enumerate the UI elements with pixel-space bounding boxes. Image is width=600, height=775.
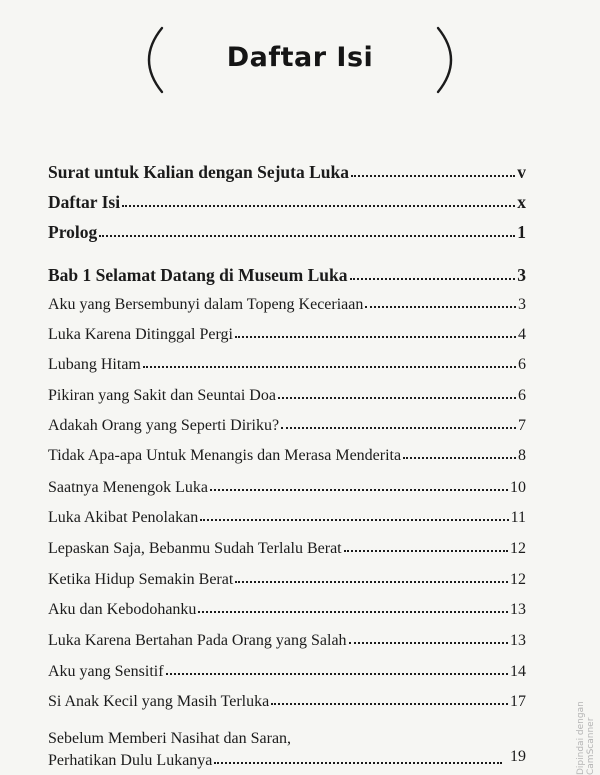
toc-entry-title: Prolog <box>48 222 98 242</box>
dot-leader <box>403 457 516 459</box>
toc-entry-title: Luka Karena Ditinggal Pergi <box>48 326 233 343</box>
toc-entry[interactable] <box>48 479 526 497</box>
dot-leader <box>235 336 516 338</box>
toc-entry-page: 14 <box>510 663 526 680</box>
dot-leader <box>351 175 515 177</box>
toc-entry[interactable] <box>48 162 526 183</box>
dot-leader <box>271 703 508 705</box>
toc-entry[interactable] <box>48 540 526 558</box>
toc-entry[interactable] <box>48 571 526 589</box>
toc-entry[interactable] <box>48 356 526 374</box>
toc-entry-title: Ketika Hidup Semakin Berat <box>48 571 234 588</box>
toc-entry-multiline[interactable] <box>48 730 526 770</box>
toc-entry-page: 17 <box>510 693 526 710</box>
toc-entry[interactable] <box>48 265 526 286</box>
toc-entry[interactable] <box>48 693 526 711</box>
dot-leader <box>198 611 508 613</box>
scanner-watermark: Dipindai dengan CamScanner <box>576 701 596 775</box>
toc-entry-page: 6 <box>518 356 526 373</box>
dot-leader <box>344 550 508 552</box>
toc-entry-title: Lubang Hitam <box>48 356 141 373</box>
toc-entry-title: Pikiran yang Sakit dan Seuntai Doa <box>48 387 276 404</box>
toc-entry-page: 13 <box>510 601 526 618</box>
dot-leader <box>350 278 516 280</box>
dot-leader <box>281 427 516 429</box>
toc-entry[interactable] <box>48 192 526 213</box>
toc-entry[interactable] <box>48 417 526 435</box>
dot-leader <box>235 581 508 583</box>
toc-entry-title: Saatnya Menengok Luka <box>48 479 208 496</box>
toc-entry-title: Tidak Apa-apa Untuk Menangis dan Merasa Menderita <box>48 447 402 464</box>
toc-entry[interactable] <box>48 663 526 681</box>
toc-entry-page: 6 <box>518 387 526 404</box>
page-title: Daftar Isi <box>226 42 374 73</box>
dot-leader <box>166 673 508 675</box>
toc-entry-title-line2: Perhatikan Dulu Lukanya <box>48 752 213 769</box>
dot-leader <box>122 205 515 207</box>
dot-leader <box>349 642 508 644</box>
dot-leader <box>143 366 516 368</box>
toc-entry[interactable] <box>48 447 526 465</box>
dot-leader <box>200 519 508 521</box>
toc-entry-title: Surat untuk Kalian dengan Sejuta Luka <box>48 162 350 182</box>
toc-entry-page: v <box>517 162 526 182</box>
toc-entry-title-line1: Sebelum Memberi Nasihat dan Saran, <box>48 730 292 747</box>
toc-entry-page: 12 <box>510 540 526 557</box>
toc-entry-page: 10 <box>510 479 526 496</box>
toc-entry-title: Aku dan Kebodohanku <box>48 601 197 618</box>
toc-entry[interactable] <box>48 509 526 527</box>
toc-entry-page: 7 <box>518 417 526 434</box>
toc-entry-title: Luka Akibat Penolakan <box>48 509 199 526</box>
toc-entry-page: 19 <box>510 748 526 765</box>
toc-entry-title: Daftar Isi <box>48 192 121 212</box>
toc-entry-title: Aku yang Sensitif <box>48 663 164 680</box>
toc-entry[interactable] <box>48 601 526 619</box>
dot-leader <box>278 397 516 399</box>
toc-entry-page: 12 <box>510 571 526 588</box>
toc-entry-title: Lepaskan Saja, Bebanmu Sudah Terlalu Berat <box>48 540 342 557</box>
toc-entry-page: 11 <box>510 509 526 526</box>
dot-leader <box>99 235 515 237</box>
toc-entry[interactable] <box>48 387 526 405</box>
toc-entry[interactable] <box>48 296 526 314</box>
toc-entry-page: 1 <box>517 222 526 242</box>
toc-entry-title: Luka Karena Bertahan Pada Orang yang Salah <box>48 632 347 649</box>
toc-entry-page: 13 <box>510 632 526 649</box>
toc-entry-title: Aku yang Bersembunyi dalam Topeng Keceriaan <box>48 296 364 313</box>
toc-entry-page: 4 <box>518 326 526 343</box>
toc-entry-page: 3 <box>518 296 526 313</box>
toc-entry-page: 3 <box>517 265 526 285</box>
toc-entry-title: Si Anak Kecil yang Masih Terluka <box>48 693 270 710</box>
toc-entry[interactable] <box>48 326 526 344</box>
toc-entry[interactable] <box>48 632 526 650</box>
toc-entry-title: Bab 1 Selamat Datang di Museum Luka <box>48 265 348 285</box>
dot-leader <box>214 762 502 764</box>
toc-entry-page: x <box>517 192 526 212</box>
toc-entry[interactable] <box>48 222 526 243</box>
dot-leader <box>210 489 508 491</box>
toc-entry-title: Adakah Orang yang Seperti Diriku? <box>48 417 280 434</box>
toc-entry-page: 8 <box>518 447 526 464</box>
dot-leader <box>365 306 516 308</box>
